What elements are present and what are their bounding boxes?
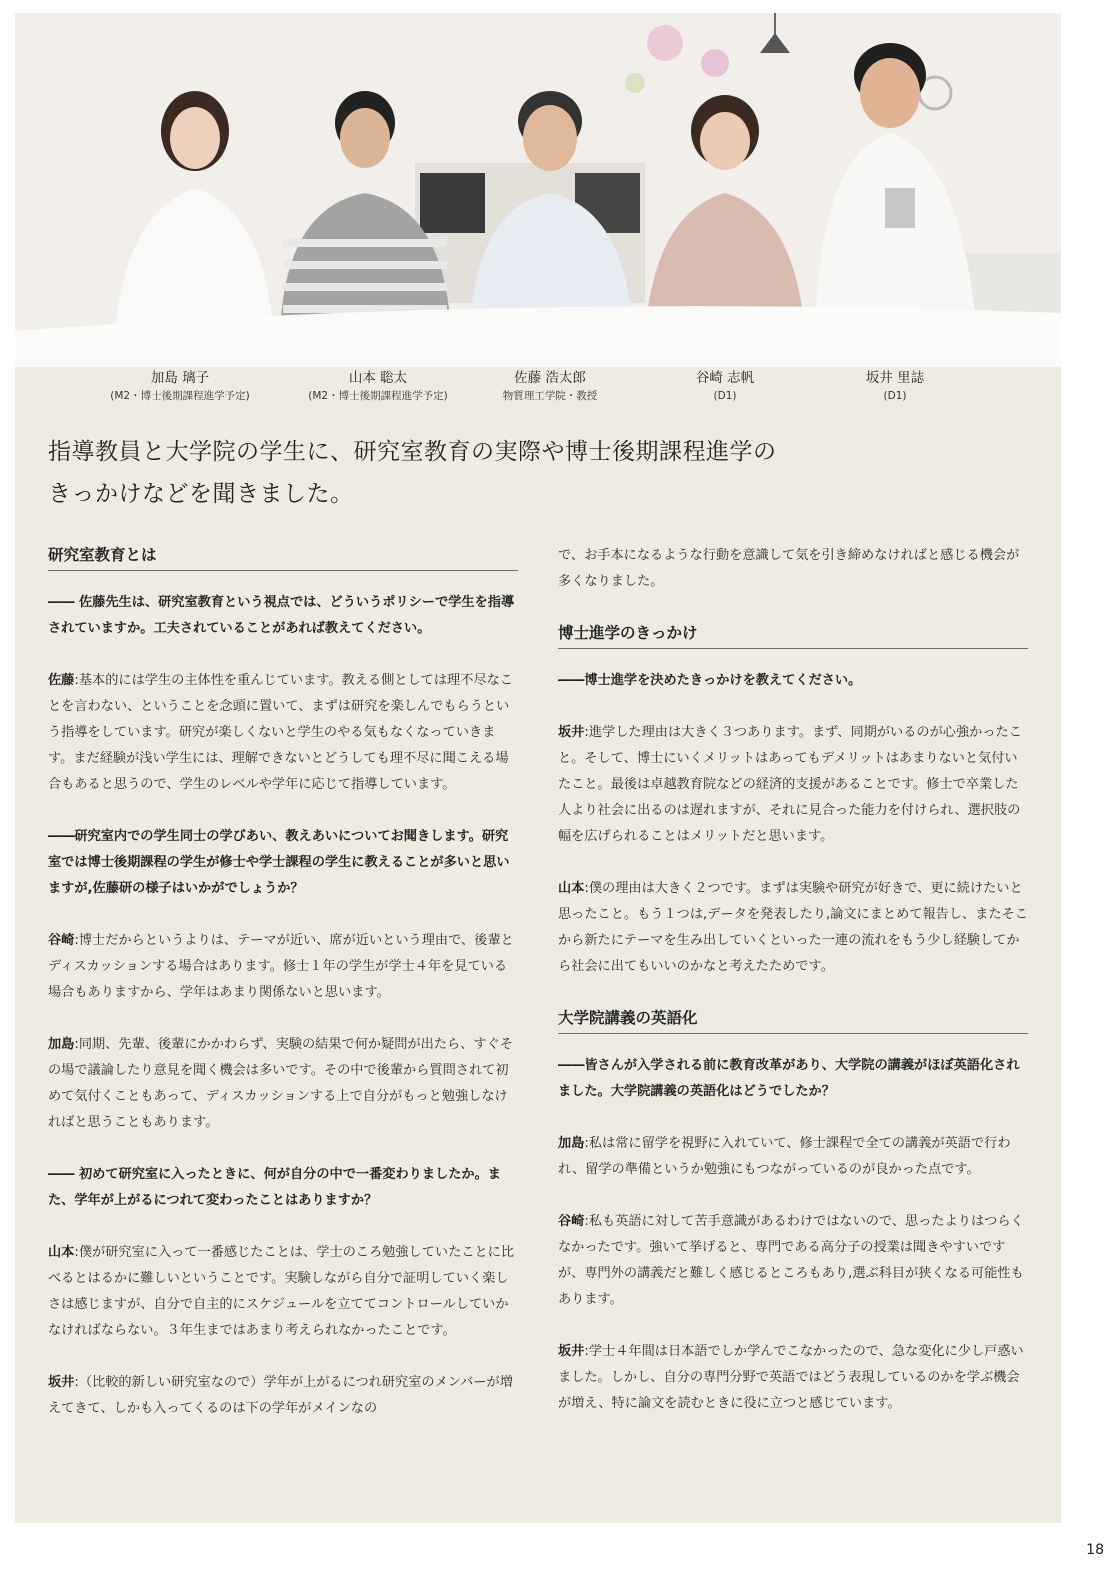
person-name: 山本 聡太 — [348, 370, 408, 386]
person-caption — [795, 369, 995, 405]
speaker-name: 山本 — [48, 1245, 75, 1260]
speaker-name: 坂井 — [558, 725, 585, 740]
interview-answer — [48, 1032, 518, 1136]
interview-answer — [48, 1370, 518, 1422]
interview-question: ――皆さんが入学される前に教育改革があり、大学院の講義がほぼ英語化されました。大学院講義の英語化はどうでしたか？ — [558, 1058, 1020, 1099]
interview-answer — [558, 1339, 1028, 1417]
answer-text: :学士４年間は日本語でしか学んでこなかったので、急な変化に少し戸惑いました。しかし、自分の専門分野で英語ではどう表現しているのかを学ぶ機会が増え、特に論文を読むときに役に立つと感じています。 — [558, 1344, 1024, 1411]
person-name: 佐藤 浩太郎 — [514, 370, 586, 386]
page-headline — [48, 431, 948, 515]
speaker-name: 坂井 — [558, 1344, 585, 1359]
interview-question: ―― 初めて研究室に入ったときに、何が自分の中で一番変わりましたか。また、学年が上がるにつれて変わったことはありますか？ — [48, 1167, 501, 1208]
person-role: (D1) — [713, 390, 737, 402]
answer-text: :同期、先輩、後輩にかかわらず、実験の結果で何か疑問が出たら、すぐその場で議論したり意見を聞く機会は多いです。その中で後輩から質問されて初めて気付くこともあって、ディスカッションする上で自分がもっと勉強しなければと思うこともあります。 — [48, 1037, 513, 1130]
answer-text: :僕の理由は大きく２つです。まずは実験や研究が好きで、更に続けたいと思ったこと。もう１つは,データを発表したり,論文にまとめて報告し、またそこから新たにテーマを生み出していくといった一連の流れをもう少し経験してから社会に出てもいいのかなと考えたためです。 — [558, 881, 1028, 974]
content-panel — [15, 13, 1061, 1523]
person-role: (D1) — [883, 390, 907, 402]
person-name: 坂井 里誌 — [865, 370, 925, 386]
interview-answer — [558, 720, 1028, 850]
interview-question: ―― 佐藤先生は、研究室教育という視点では、どういうポリシーで学生を指導されていますか。工夫されていることがあれば教えてください。 — [48, 595, 515, 636]
group-photo-illustration — [15, 13, 1061, 367]
answer-continuation: で、お手本になるような行動を意識して気を引き締めなければと感じる機会が多くなりました。 — [558, 548, 1020, 589]
headline-line: 指導教員と大学院の学生に、研究室教育の実際や博士後期課程進学の — [48, 439, 777, 465]
people-captions — [15, 369, 1061, 413]
interview-question: ――研究室内での学生同士の学びあい、教えあいについてお聞きします。研究室では博士後期課程の学生が修士や学士課程の学生に教えることが多いと思いますが,佐藤研の様子はいかがでしょうか？ — [48, 829, 510, 896]
section-heading: 博士進学のきっかけ — [558, 621, 1028, 649]
interview-answer — [48, 928, 518, 1006]
interview-answer — [558, 1209, 1028, 1313]
person-name: 谷崎 志帆 — [695, 370, 755, 386]
speaker-name: 谷崎 — [48, 933, 75, 948]
answer-text: :（比較的新しい研究室なので）学年が上がるにつれ研究室のメンバーが増えてきて、しかも入ってくるのは下の学年がメインなの — [48, 1375, 513, 1416]
answer-text: :私は常に留学を視野に入れていて、修士課程で全ての講義が英語で行われ、留学の準備というか勉強にもつながっているのが良かった点です。 — [558, 1136, 1011, 1177]
answer-text: :基本的には学生の主体性を重んじています。教える側としては理不尽なことを言わない、ということを念頭に置いて、まずは研究を楽しんでもらうという指導をしています。研究が楽しくないと学生のやる気もなくなっていきます。まだ経験が浅い学生には、理解できないとどうしても理不尽に聞こえる場合もあると思うので、学生のレベルや学年に応じて指導しています。 — [48, 673, 513, 792]
person-caption — [450, 369, 650, 405]
left-column — [48, 543, 518, 1448]
answer-text: :進学した理由は大きく３つあります。まず、同期がいるのが心強かったこと。そして、博士にいくメリットはあってもデメリットはあまりないと気付いたこと。最後は卓越教育院などの経済的支援があることです。修士で卒業した人より社会に出るのは遅れますが、それに見合った能力を付けられ、選択肢の幅を広げられることはメリットだと思います。 — [558, 725, 1022, 844]
person-caption — [278, 369, 478, 405]
person-caption — [80, 369, 280, 405]
answer-text: :私も英語に対して苦手意識があるわけではないので、思ったよりはつらくなかったです。強いて挙げると、専門である高分子の授業は聞きやすいですが、専門外の講義だと難しく感じるところもあり,選ぶ科目が狭くなる可能性もあります。 — [558, 1214, 1024, 1307]
answer-text: :博士だからというよりは、テーマが近い、席が近いという理由で、後輩とディスカッションする場合はあります。修士１年の学生が学士４年を見ている場合もありますから、学年はあまり関係ないと思います。 — [48, 933, 514, 1000]
section-heading: 研究室教育とは — [48, 543, 518, 571]
person-role: 物質理工学院・教授 — [502, 390, 598, 402]
speaker-name: 谷崎 — [558, 1214, 585, 1229]
speaker-name: 坂井 — [48, 1375, 75, 1390]
speaker-name: 山本 — [558, 881, 585, 896]
interview-answer — [558, 1131, 1028, 1183]
section-heading: 大学院講義の英語化 — [558, 1006, 1028, 1034]
interview-question: ――博士進学を決めたきっかけを教えてください。 — [558, 673, 862, 688]
answer-text: :僕が研究室に入って一番感じたことは、学士のころ勉強していたことに比べるとはるかに難しいということです。実験しながら自分で証明していく楽しさは感じますが、自分で自主的にスケジュールを立ててコントロールしていかなければならない。３年生まではあまり考えられなかったことです。 — [48, 1245, 515, 1338]
right-column — [558, 543, 1028, 1443]
speaker-name: 佐藤 — [48, 673, 75, 688]
interview-answer — [48, 668, 518, 798]
person-name: 加島 璃子 — [150, 370, 210, 386]
headline-line: きっかけなどを聞きました。 — [48, 481, 354, 507]
interview-answer — [48, 1240, 518, 1344]
person-role: (M2・博士後期課程進学予定) — [110, 390, 250, 402]
interview-answer — [558, 876, 1028, 980]
speaker-name: 加島 — [558, 1136, 585, 1151]
person-role: (M2・博士後期課程進学予定) — [308, 390, 448, 402]
group-photo — [15, 13, 1061, 367]
speaker-name: 加島 — [48, 1037, 75, 1052]
page-number: 18 — [1086, 1542, 1104, 1558]
